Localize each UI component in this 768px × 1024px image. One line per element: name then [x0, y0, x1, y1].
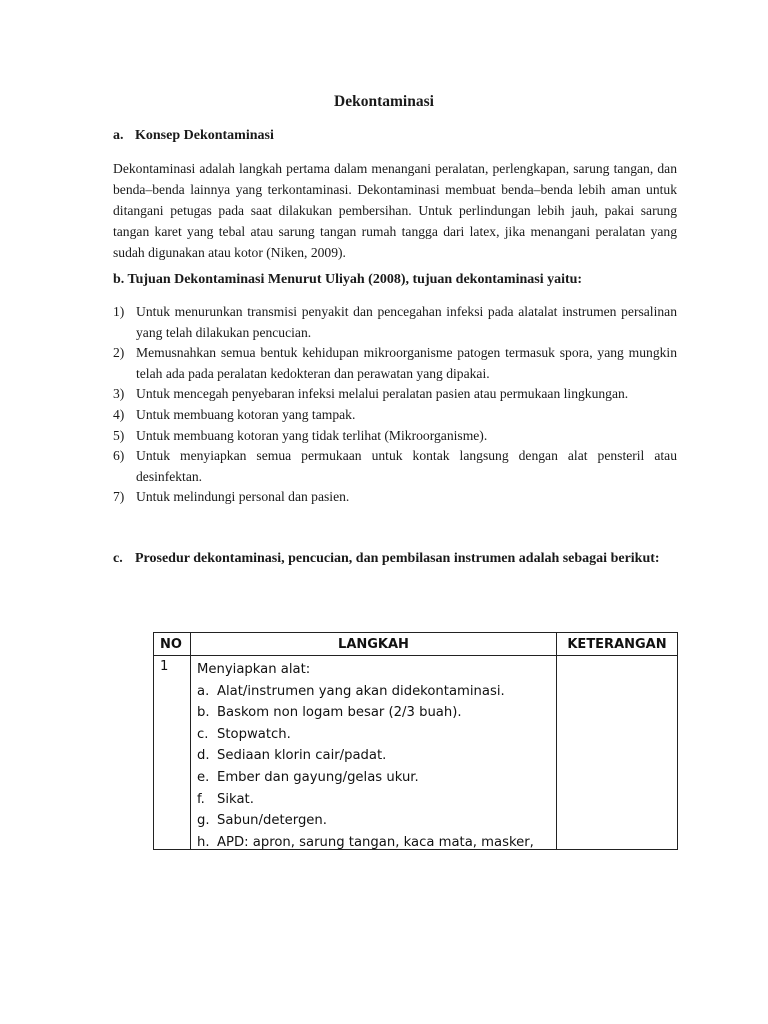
- list-item-number: 5): [113, 427, 125, 443]
- list-item-text: Untuk menyiapkan semua permukaan untuk kontak langsung dengan alat pensteril atau desinfektan.: [136, 448, 677, 484]
- list-item: [113, 405, 677, 426]
- step-item: [197, 724, 550, 746]
- table-row: [154, 656, 678, 850]
- step-item: [197, 789, 550, 811]
- list-item-number: 2): [113, 345, 125, 361]
- step-item-text: Sabun/detergen.: [217, 813, 327, 829]
- section-b-heading: b. Tujuan Dekontaminasi Menurut Uliyah (2008), tujuan dekontaminasi yaitu:: [113, 272, 583, 287]
- step-item-text: Ember dan gayung/gelas ukur.: [217, 769, 419, 785]
- list-item: [113, 426, 677, 447]
- step-items: [197, 681, 550, 849]
- list-item-text: Memusnahkan semua bentuk kehidupan mikroorganisme patogen termasuk spora, yang mungkin telah ada pada peralatan kedokteran dan perawatan yang dipakai.: [136, 345, 677, 381]
- step-item: [197, 832, 550, 849]
- step-item: [197, 702, 550, 724]
- list-item: [113, 384, 677, 405]
- step-item-marker: h.: [197, 834, 210, 849]
- section-b-list: [113, 302, 677, 508]
- list-item-text: Untuk melindungi personal dan pasien.: [136, 489, 350, 505]
- list-item: [113, 446, 677, 487]
- step-item: [197, 810, 550, 832]
- step-intro: Menyiapkan alat:: [197, 662, 311, 677]
- step-item-marker: b.: [197, 705, 210, 721]
- step-item-marker: f.: [197, 791, 205, 807]
- step-item-marker: g.: [197, 813, 210, 829]
- list-item-number: 6): [113, 448, 125, 464]
- step-item-text: Stopwatch.: [217, 726, 291, 742]
- section-c-heading-text: Prosedur dekontaminasi, pencucian, dan pembilasan instrumen adalah sebagai berikut:: [135, 551, 660, 566]
- list-item-number: 3): [113, 386, 125, 402]
- step-item-text: APD: apron, sarung tangan, kaca mata, masker,: [217, 834, 534, 849]
- cell-note: [557, 656, 678, 850]
- list-item-text: Untuk menurunkan transmisi penyakit dan pencegahan infeksi pada alatalat instrumen persalinan yang telah dilakukan pencucian.: [136, 304, 677, 340]
- list-item-number: 7): [113, 489, 125, 505]
- step-item-text: Alat/instrumen yang akan didekontaminasi.: [217, 683, 505, 699]
- column-header-no: NO: [154, 633, 191, 656]
- step-item: [197, 767, 550, 789]
- procedure-table: [153, 632, 678, 850]
- section-a-marker: a.: [113, 128, 124, 143]
- list-item-text: Untuk membuang kotoran yang tampak.: [136, 406, 356, 422]
- cell-step: [191, 656, 557, 850]
- section-c-heading: [113, 548, 677, 569]
- step-item-marker: c.: [197, 726, 209, 742]
- list-item-text: Untuk mencegah penyebaran infeksi melalui peralatan pasien atau permukaan lingkungan.: [136, 386, 629, 402]
- step-item-marker: d.: [197, 748, 210, 764]
- list-item-number: 4): [113, 406, 125, 422]
- table-header-row: [154, 633, 678, 656]
- step-item-text: Baskom non logam besar (2/3 buah).: [217, 705, 462, 721]
- column-header-step: LANGKAH: [191, 633, 557, 656]
- step-item-marker: e.: [197, 769, 210, 785]
- list-item-text: Untuk membuang kotoran yang tidak terlihat (Mikroorganisme).: [136, 427, 488, 443]
- step-item-text: Sediaan klorin cair/padat.: [217, 748, 387, 764]
- list-item: [113, 343, 677, 384]
- step-item-marker: a.: [197, 683, 210, 699]
- step-item: [197, 745, 550, 767]
- step-item-text: Sikat.: [217, 791, 254, 807]
- section-c-marker: c.: [113, 551, 123, 566]
- list-item-number: 1): [113, 304, 125, 319]
- step-item: [197, 681, 550, 703]
- section-a-heading-text: Konsep Dekontaminasi: [135, 128, 274, 143]
- section-a-paragraph: Dekontaminasi adalah langkah pertama dalam menangani peralatan, perlengkapan, sarung tangan, dan benda–benda lainnya yang terkontaminasi. Dekontaminasi membuat benda–benda lebih aman untuk ditangani petugas pada saat dilakukan pembersihan. Untuk perlindungan lebih jauh, pakai sarung tangan karet yang tebal atau sarung tangan rumah tangga dari latex, jika menangani peralatan yang sudah digunakan atau kotor (Niken, 2009).: [113, 161, 677, 260]
- cell-row-number: [154, 656, 191, 850]
- column-header-note: KETERANGAN: [557, 633, 678, 656]
- section-a-heading: [113, 128, 274, 144]
- row-number: 1: [160, 659, 169, 674]
- list-item: [113, 302, 677, 343]
- list-item: [113, 487, 677, 508]
- document-title: Dekontaminasi: [334, 93, 434, 110]
